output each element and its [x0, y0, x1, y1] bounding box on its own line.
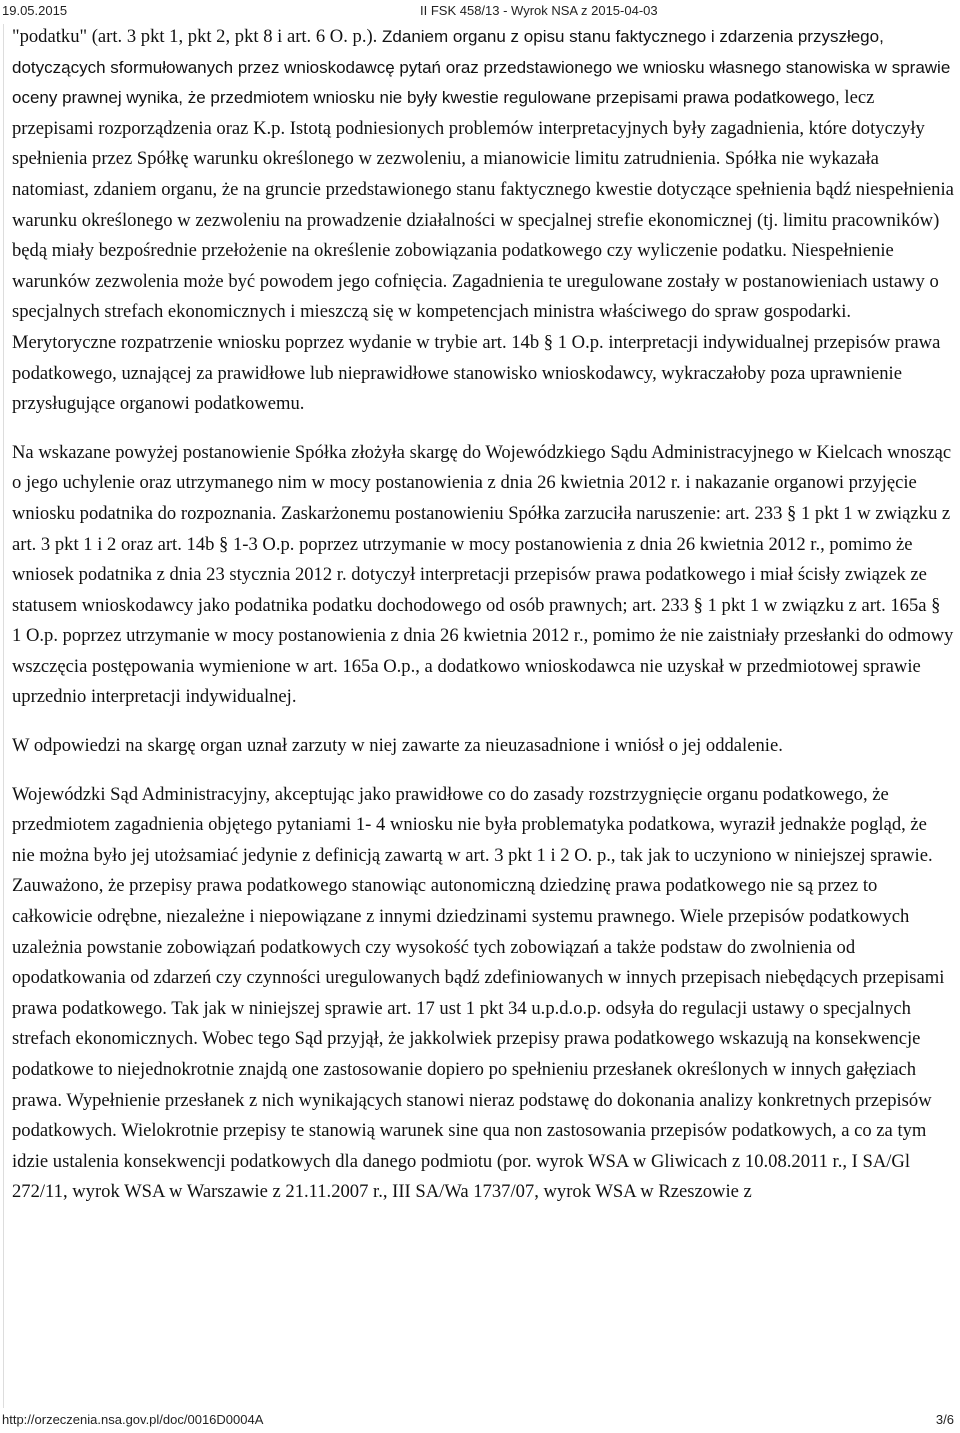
- paragraph-1-rest: lecz przepisami rozporządzenia oraz K.p. Istotą podniesionych problemów interpretacyjnych były zagadnienia, które dotyczyły spełnienia przez Spółkę warunku określonego w zezwoleniu, a mianowicie limitu zatrudnienia. Spółka nie wykazała natomiast, zdaniem organu, że na gruncie przedstawionego stanu faktycznego kwestie dotyczące spełnienia bądź niespełnienia warunku określonego w zezwoleniu na prowadzenie działalności w specjalnej strefie ekonomicznej (tj. limitu pracowników) będą miały bezpośrednie przełożenie na określenie zobowiązania podatkowego czy wyliczenie podatku. Niespełnienie warunków zezwolenia może być powodem jego cofnięcia. Zagadnienia te uregulowane zostały w postanowieniach ustawy o specjalnych strefach ekonomicznych i mieszczą się w kompetencjach ministra właściwego do spraw gospodarki. Merytoryczne rozpatrzenie wniosku poprzez wydanie w trybie art. 14b § 1 O.p. interpretacji indywidualnej przepisów prawa podatkowego, uznającej za prawidłowe lub nieprawidłowe stanowisko wnioskodawcy, wykraczałoby poza uprawnienie przysługujące organowi podatkowemu.: [12, 87, 954, 415]
- paragraph-1: [12, 22, 954, 420]
- document-title: II FSK 458/13 - Wyrok NSA z 2015-04-03: [420, 3, 658, 18]
- left-margin-rule: [3, 24, 4, 1408]
- document-body: [12, 22, 954, 1208]
- paragraph-1-start: "podatku" (art. 3 pkt 1, pkt 2, pkt 8 i art. 6 O. p.).: [12, 26, 378, 47]
- print-footer: [0, 1412, 960, 1428]
- paragraph-4: Wojewódzki Sąd Administracyjny, akceptując jako prawidłowe co do zasady rozstrzygnięcie organu podatkowego, że przedmiotem zagadnienia objętego pytaniami 1- 4 wniosku nie była problematyka podatkowa, wyraził jednakże pogląd, że nie można było jej utożsamiać jedynie z definicją zawartą w art. 3 pkt 1 i 2 O. p., tak jak to uczyniono w niniejszej sprawie. Zauważono, że przepisy prawa podatkowego stanowiąc autonomiczną dziedzinę prawa podatkowego nie są przez to całkowicie odrębne, niezależne i niepowiązane z innymi dziedzinami systemu prawnego. Wiele przepisów podatkowych uzależnia powstanie zobowiązań podatkowych czy wysokość tych zobowiązań a także podstaw do zwolnienia od opodatkowania od zdarzeń czy czynności uregulowanych bądź zdefiniowanych w innych przepisach niebędących przepisami prawa podatkowego. Tak jak w niniejszej sprawie art. 17 ust 1 pkt 34 u.p.d.o.p. odsyła do regulacji ustawy o specjalnych strefach ekonomicznych. Wobec tego Sąd przyjął, że jakkolwiek przepisy prawa podatkowego wskazują na konsekwencje podatkowe to niejednokrotnie znajdą one zastosowanie dopiero po spełnieniu przesłanek określonych w innych gałęziach prawa. Wypełnienie przesłanek z nich wynikających stanowi nieraz podstawę do dokonania analizy konkretnych przepisów podatkowych. Wielokrotnie przepisy te stanowią warunek sine qua non zastosowania przepisów podatkowych, a co za tym idzie ustalenia konsekwencji podatkowych dla danego podmiotu (por. wyrok WSA w Gliwicach z 10.08.2011 r., I SA/Gl 272/11, wyrok WSA w Warszawie z 21.11.2007 r., III SA/Wa 1737/07, wyrok WSA w Rzeszowie z: [12, 783, 945, 1203]
- paragraph-1-sans-segment: Zdaniem organu z opisu stanu faktycznego i zdarzenia przyszłego, dotyczących sformułowanych przez wnioskodawcę pytań oraz przedstawionego we wniosku własnego stanowiska w sprawie oceny prawnej wynika, że przedmiotem wniosku nie były kwestie regulowane przepisami prawa podatkowego,: [12, 27, 951, 108]
- paragraph-2: Na wskazane powyżej postanowienie Spółka złożyła skargę do Wojewódzkiego Sądu Administracyjnego w Kielcach wnosząc o jego uchylenie oraz utrzymanego nim w mocy postanowienia z dnia 26 kwietnia 2012 r. i nakazanie organowi przyjęcie wniosku podatnika do rozpoznania. Zaskarżonemu postanowieniu Spółka zarzuciła naruszenie: art. 233 § 1 pkt 1 w związku z art. 3 pkt 1 i 2 oraz art. 14b § 1-3 O.p. poprzez utrzymanie w mocy postanowienia z dnia 26 kwietnia 2012 r., pomimo że wniosek podatnika z dnia 23 stycznia 2012 r. dotyczył interpretacji przepisów prawa podatkowego i miał ścisły związek ze statusem wnioskodawcy jako podatnika podatku dochodowego od osób prawnych; art. 233 § 1 pkt 1 w związku z art. 165a § 1 O.p. poprzez utrzymanie w mocy postanowienia z dnia 26 kwietnia 2012 r., pomimo że nie zaistniały przesłanki do odmowy wszczęcia postępowania wymienione w art. 165a O.p., a dodatkowo wnioskodawca nie uzyskał w przedmiotowej sprawie uprzednio interpretacji indywidualnej.: [12, 441, 954, 708]
- paragraph-3: W odpowiedzi na skargę organ uznał zarzuty w niej zawarte za nieuzasadnione i wniósł o jej oddalenie.: [12, 735, 783, 757]
- page-number: 3/6: [935, 1412, 954, 1427]
- source-url: http://orzeczenia.nsa.gov.pl/doc/0016D0004A: [2, 1412, 264, 1427]
- print-header: [0, 3, 960, 19]
- print-date: 19.05.2015: [2, 3, 68, 18]
